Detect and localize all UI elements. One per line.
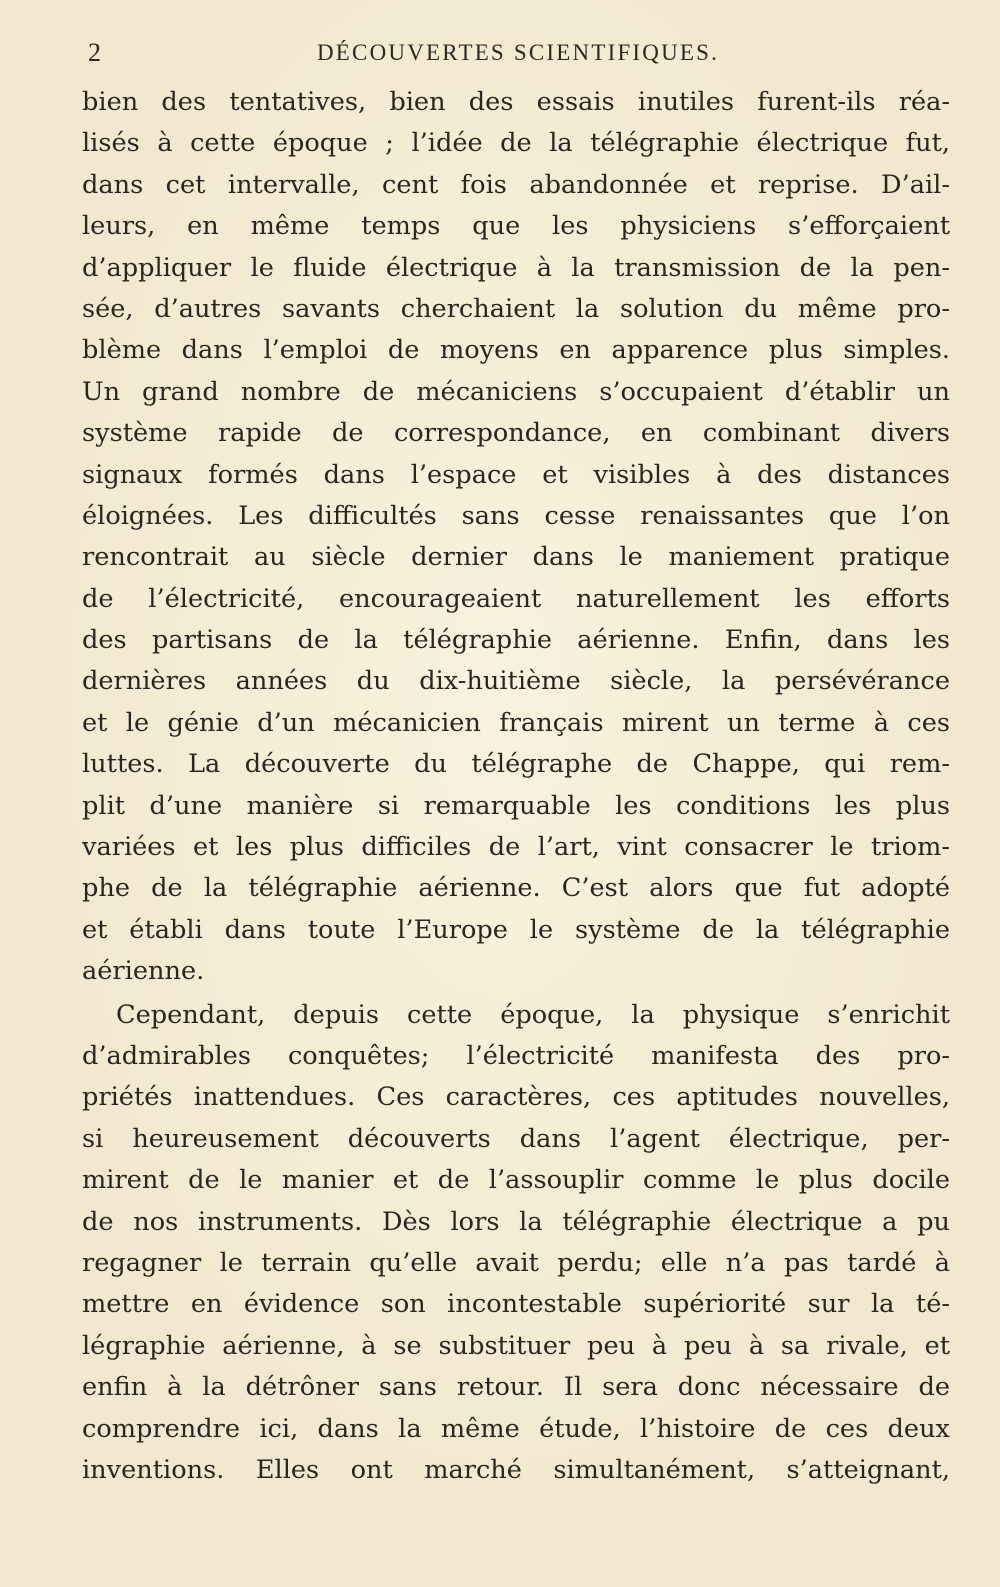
text-line: légraphie aérienne, à se substituer peu à peu à sa rivale, et [82, 1330, 950, 1361]
text-line: d’admirables conquêtes; l’électricité manifesta des pro- [82, 1040, 950, 1071]
text-line: et établi dans toute l’Europe le système de la télégraphie [82, 914, 950, 945]
text-line: enfin à la détrôner sans retour. Il sera donc nécessaire de [82, 1372, 950, 1403]
text-line: signaux formés dans l’espace et visibles à des distances [82, 459, 950, 490]
text-line: d’appliquer le fluide électrique à la transmission de la pen- [82, 252, 950, 283]
text-line: aérienne. [82, 956, 205, 987]
text-line: dans cet intervalle, cent fois abandonnée et reprise. D’ail- [82, 169, 950, 200]
text-line: bien des tentatives, bien des essais inutiles furent-ils réa- [82, 87, 950, 117]
paragraph-1 [82, 82, 950, 993]
text-line: et le génie d’un mécanicien français mirent un terme à ces [82, 707, 950, 738]
text-line: variées et les plus difficiles de l’art, vint consacrer le triom- [82, 832, 950, 863]
text-line: sée, d’autres savants cherchaient la solution du même pro- [82, 293, 950, 324]
text-line: Un grand nombre de mécaniciens s’occupaient d’établir un [82, 376, 950, 407]
text-line: priétés inattendues. Ces caractères, ces aptitudes nouvelles, [82, 1082, 950, 1113]
paragraph-2 [82, 995, 950, 1492]
text-line: plit d’une manière si remarquable les conditions les plus [82, 790, 950, 821]
text-line: de l’électricité, encourageaient naturellement les efforts [82, 583, 950, 614]
text-line: luttes. La découverte du télégraphe de Chappe, qui rem- [82, 749, 950, 780]
text-line: inventions. Elles ont marché simultanément, s’atteignant, [82, 1454, 950, 1485]
text-line: dernières années du dix-huitième siècle, la persévérance [82, 666, 950, 697]
page-number: 2 [88, 38, 101, 67]
text-line: blème dans l’emploi de moyens en apparence plus simples. [82, 335, 950, 366]
text-line: lisés à cette époque ; l’idée de la télégraphie électrique fut, [82, 128, 950, 159]
running-head [82, 38, 950, 72]
text-line: Cependant, depuis cette époque, la physique s’enrichit [116, 999, 950, 1030]
text-line: système rapide de correspondance, en combinant divers [82, 418, 950, 449]
text-line: de nos instruments. Dès lors la télégraphie électrique a pu [82, 1206, 950, 1237]
text-line: éloignées. Les difficultés sans cesse renaissantes que l’on [82, 500, 950, 531]
running-head-title: DÉCOUVERTES SCIENTIFIQUES. [317, 40, 720, 65]
text-line: phe de la télégraphie aérienne. C’est alors que fut adopté [82, 873, 950, 904]
text-line: rencontrait au siècle dernier dans le maniement pratique [82, 542, 950, 573]
text-line: des partisans de la télégraphie aérienne. Enfin, dans les [82, 625, 950, 656]
text-line: leurs, en même temps que les physiciens s’efforçaient [82, 211, 950, 242]
body-text [82, 82, 950, 1491]
text-line: comprendre ici, dans la même étude, l’histoire de ces deux [82, 1413, 950, 1444]
text-line: mettre en évidence son incontestable supériorité sur la té- [82, 1289, 950, 1320]
text-line: si heureusement découverts dans l’agent électrique, per- [82, 1123, 950, 1154]
text-line: mirent de le manier et de l’assouplir comme le plus docile [82, 1165, 950, 1196]
text-line: regagner le terrain qu’elle avait perdu; elle n’a pas tardé à [82, 1247, 950, 1278]
